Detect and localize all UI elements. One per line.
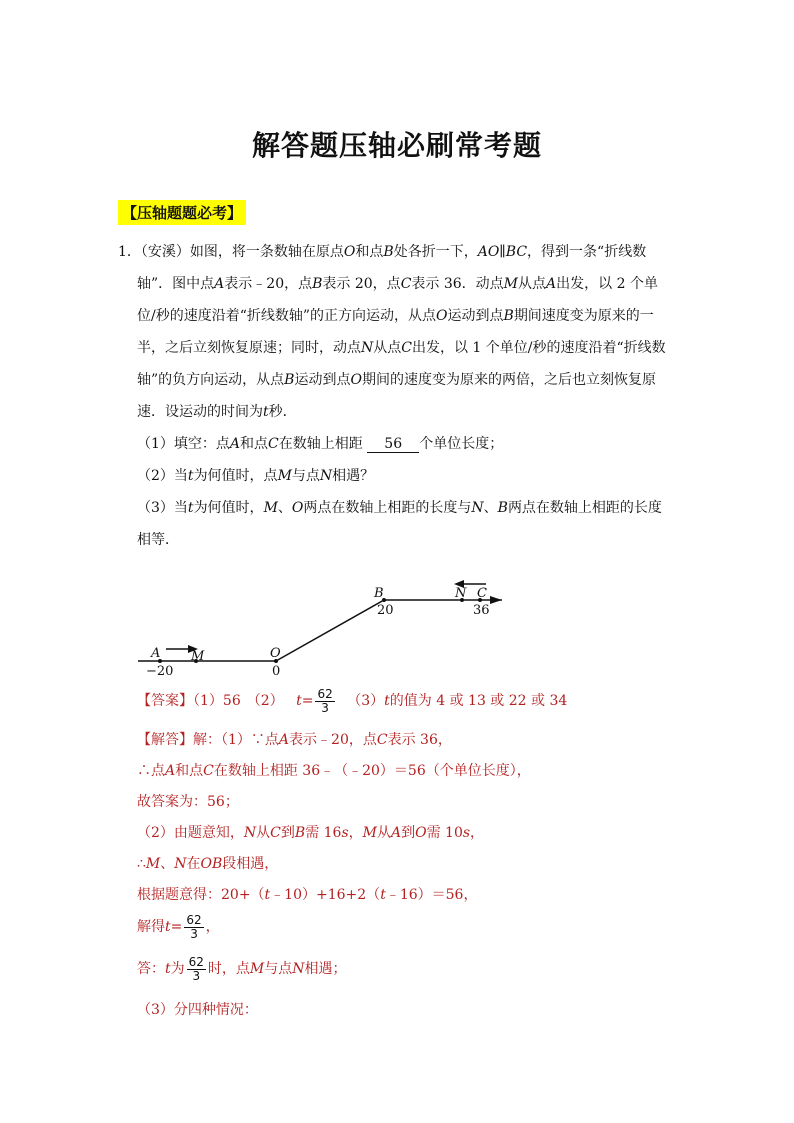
label-a: A [151, 646, 161, 661]
text: ， [348, 825, 363, 841]
var-b: B [284, 372, 295, 388]
text: 个单位长度； [419, 436, 504, 452]
text: 运动到点 [447, 308, 504, 324]
text: ，得到一条“折线数 [527, 244, 647, 260]
var-b: B [312, 276, 323, 292]
text: 与点 [291, 468, 320, 484]
var-c: C [401, 340, 412, 356]
var-bc: BC [505, 244, 528, 260]
text: 秒． [268, 404, 297, 420]
text: ∴ [137, 856, 146, 872]
var-m: M [503, 276, 519, 292]
text: 为何值时，点 [193, 468, 278, 484]
var-t: t [187, 468, 194, 484]
var-m: M [263, 500, 278, 516]
text: 解得 [137, 919, 165, 936]
text: 处各折一下， [393, 244, 478, 260]
text: 需 16 [305, 825, 342, 841]
problem-line-3 [137, 305, 654, 325]
var-t: t [165, 961, 171, 978]
question-2 [137, 465, 374, 485]
text: 相遇； [304, 961, 347, 978]
text: = [301, 693, 314, 710]
solution-line-1 [137, 729, 452, 749]
parallel-sign: ∥ [499, 244, 506, 260]
label-b: B [374, 586, 384, 601]
text: （1）56 [193, 693, 241, 710]
text: 位/秒的速度沿着“折线数轴”的正方向运动，从点 [137, 308, 437, 324]
text: 到 [280, 825, 295, 841]
text: ， [205, 919, 220, 936]
problem-line-4 [137, 337, 666, 357]
fraction [184, 914, 203, 940]
text: 故答案为：56； [137, 794, 239, 810]
text: 和点 [175, 763, 204, 779]
text: 轴”的负方向运动，从点 [137, 372, 285, 388]
text: 表示 36， [387, 732, 452, 748]
text: 期间的速度变为原来的两倍，之后也立刻恢复原 [361, 372, 656, 388]
var-n: N [361, 340, 374, 356]
text: 如图，将一条数轴在原点 [189, 244, 344, 260]
text: 的值为 4 或 13 或 22 或 34 [389, 693, 568, 710]
answer-label: 【答案】 [137, 693, 193, 710]
var-o: O [415, 825, 427, 841]
var-t: t [165, 919, 171, 936]
solution-line-6 [137, 884, 477, 904]
question-3 [137, 497, 662, 517]
text: （3） [347, 693, 385, 710]
problem-line-1 [118, 241, 646, 261]
solution-line-7 [137, 914, 220, 940]
text: 根据题意得：20+（ [137, 887, 265, 903]
numerator: 62 [186, 913, 202, 927]
var-n: N [243, 825, 257, 841]
text: ， [470, 825, 485, 841]
text: 半，之后立刻恢复原速；同时，动点 [137, 340, 361, 356]
text: （2）当 [137, 468, 188, 484]
text: 期间速度变为原来的一 [513, 308, 654, 324]
text: （2）由题意知， [137, 825, 244, 841]
var-t: t [384, 693, 390, 710]
text: 在数轴上相距 [278, 436, 363, 452]
var-m: M [362, 825, 377, 841]
var-m: M [145, 856, 161, 872]
var-c: C [268, 436, 279, 452]
text: 为 [170, 961, 185, 978]
problem-source: （安溪） [140, 244, 190, 260]
var-ob: OB [200, 856, 223, 872]
problem-number: 1． [118, 244, 141, 260]
text: 段相遇， [222, 856, 279, 872]
text: 相等． [137, 532, 179, 548]
text: 与点 [264, 961, 293, 978]
text: 答： [137, 961, 165, 978]
unit-s: s [341, 825, 349, 841]
text: 、 [277, 500, 292, 516]
var-t: t [380, 887, 386, 903]
solution-label: 【解答】 [137, 732, 193, 748]
var-b: B [503, 308, 514, 324]
unit-s: s [462, 825, 471, 841]
fraction [187, 956, 206, 982]
var-a: A [214, 276, 225, 292]
denominator: 3 [190, 926, 198, 941]
folded-number-line-figure [130, 575, 530, 680]
value-a: −20 [146, 664, 174, 679]
var-o: O [291, 500, 304, 516]
text: 出发，以 1 个单位/秒的速度沿着“折线数 [411, 340, 666, 356]
text: （1）填空：点 [137, 436, 230, 452]
text: 和点 [240, 436, 269, 452]
text: 表示﹣20，点 [289, 732, 377, 748]
var-t: t [296, 693, 302, 710]
page-title: 解答题压轴必刷常考题 [251, 129, 542, 162]
answer-blank: 56 [367, 436, 419, 453]
var-n: N [471, 500, 484, 516]
numerator: 62 [317, 687, 333, 701]
text: 和点 [355, 244, 384, 260]
text: 、 [483, 500, 498, 516]
var-t: t [187, 500, 194, 516]
label-c: C [477, 586, 487, 601]
text: ﹣16）＝56， [385, 887, 478, 903]
text: 轴”．图中点 [137, 276, 215, 292]
text: 速．设运动的时间为 [137, 404, 263, 420]
var-a: A [546, 276, 557, 292]
text: 需 10 [426, 825, 463, 841]
value-c: 36 [473, 603, 490, 618]
denominator: 3 [192, 968, 201, 983]
var-a: A [390, 825, 402, 841]
solution-line-3 [137, 791, 239, 811]
var-o: O [350, 372, 362, 388]
text: 表示﹣20，点 [224, 276, 313, 292]
solution-line-5 [137, 853, 278, 873]
var-m: M [249, 961, 265, 978]
text: 到 [401, 825, 416, 841]
var-c: C [376, 732, 388, 748]
var-o: O [343, 244, 356, 260]
solution-line-9 [137, 999, 258, 1019]
problem-line-2 [137, 273, 658, 293]
axis-arrowhead [490, 596, 502, 604]
solution-line-8 [137, 956, 347, 982]
text: ∴点 [137, 763, 165, 779]
var-c: C [400, 276, 412, 292]
fraction [315, 688, 334, 714]
denominator: 3 [321, 700, 329, 715]
var-m: M [277, 468, 292, 484]
text: 、 [160, 856, 175, 872]
text: ﹣10）+16+2（ [270, 887, 381, 903]
text: 为何值时， [193, 500, 264, 516]
var-t: t [263, 404, 269, 420]
text: （2） [246, 693, 284, 710]
text: 从点 [373, 340, 402, 356]
text: 两点在数轴上相距的长度 [507, 500, 662, 516]
var-t: t [264, 887, 271, 903]
text: 解：（1）∵点 [193, 732, 279, 748]
var-n: N [292, 961, 305, 978]
text: （3）分四种情况： [137, 1002, 258, 1018]
text: 相遇？ [332, 468, 375, 484]
text: 两点在数轴上相距的长度与 [303, 500, 472, 516]
var-a: A [229, 436, 241, 452]
text: （3）当 [137, 500, 188, 516]
var-b: B [497, 500, 508, 516]
answer-line [137, 688, 567, 714]
var-a: A [165, 763, 176, 779]
axis-segment-ob [276, 600, 384, 661]
text: 运动到点 [294, 372, 351, 388]
question-3-cont [137, 529, 179, 549]
text: 从 [376, 825, 391, 841]
solution-line-4 [137, 822, 484, 842]
label-o: O [270, 646, 281, 661]
var-c: C [203, 763, 214, 779]
section-badge: 【压轴题题必考】 [118, 200, 246, 225]
label-n: N [455, 586, 467, 601]
label-m: M [191, 649, 205, 664]
text: = [170, 919, 183, 936]
numerator: 62 [188, 955, 204, 969]
var-b: B [383, 244, 394, 260]
text: 在 [186, 856, 201, 872]
value-b: 20 [377, 603, 394, 618]
var-c: C [270, 825, 281, 841]
text: 出发，以 2 个单 [556, 276, 658, 292]
solution-line-2 [137, 760, 531, 780]
text: 从点 [518, 276, 547, 292]
var-ao: AO [477, 244, 500, 260]
var-b: B [294, 825, 306, 841]
text: 从 [256, 825, 271, 841]
text: 表示 20，点 [322, 276, 401, 292]
var-o: O [436, 308, 448, 324]
text: 时，点 [207, 961, 250, 978]
question-1 [137, 433, 503, 453]
problem-line-5 [137, 369, 656, 389]
text: 在数轴上相距 36﹣（﹣20）＝56（个单位长度）， [213, 763, 531, 779]
var-n: N [174, 856, 187, 872]
problem-line-6 [137, 401, 297, 421]
text: 表示 36．动点 [411, 276, 504, 292]
var-a: A [278, 732, 290, 748]
value-o: 0 [272, 664, 281, 679]
var-n: N [319, 468, 333, 484]
